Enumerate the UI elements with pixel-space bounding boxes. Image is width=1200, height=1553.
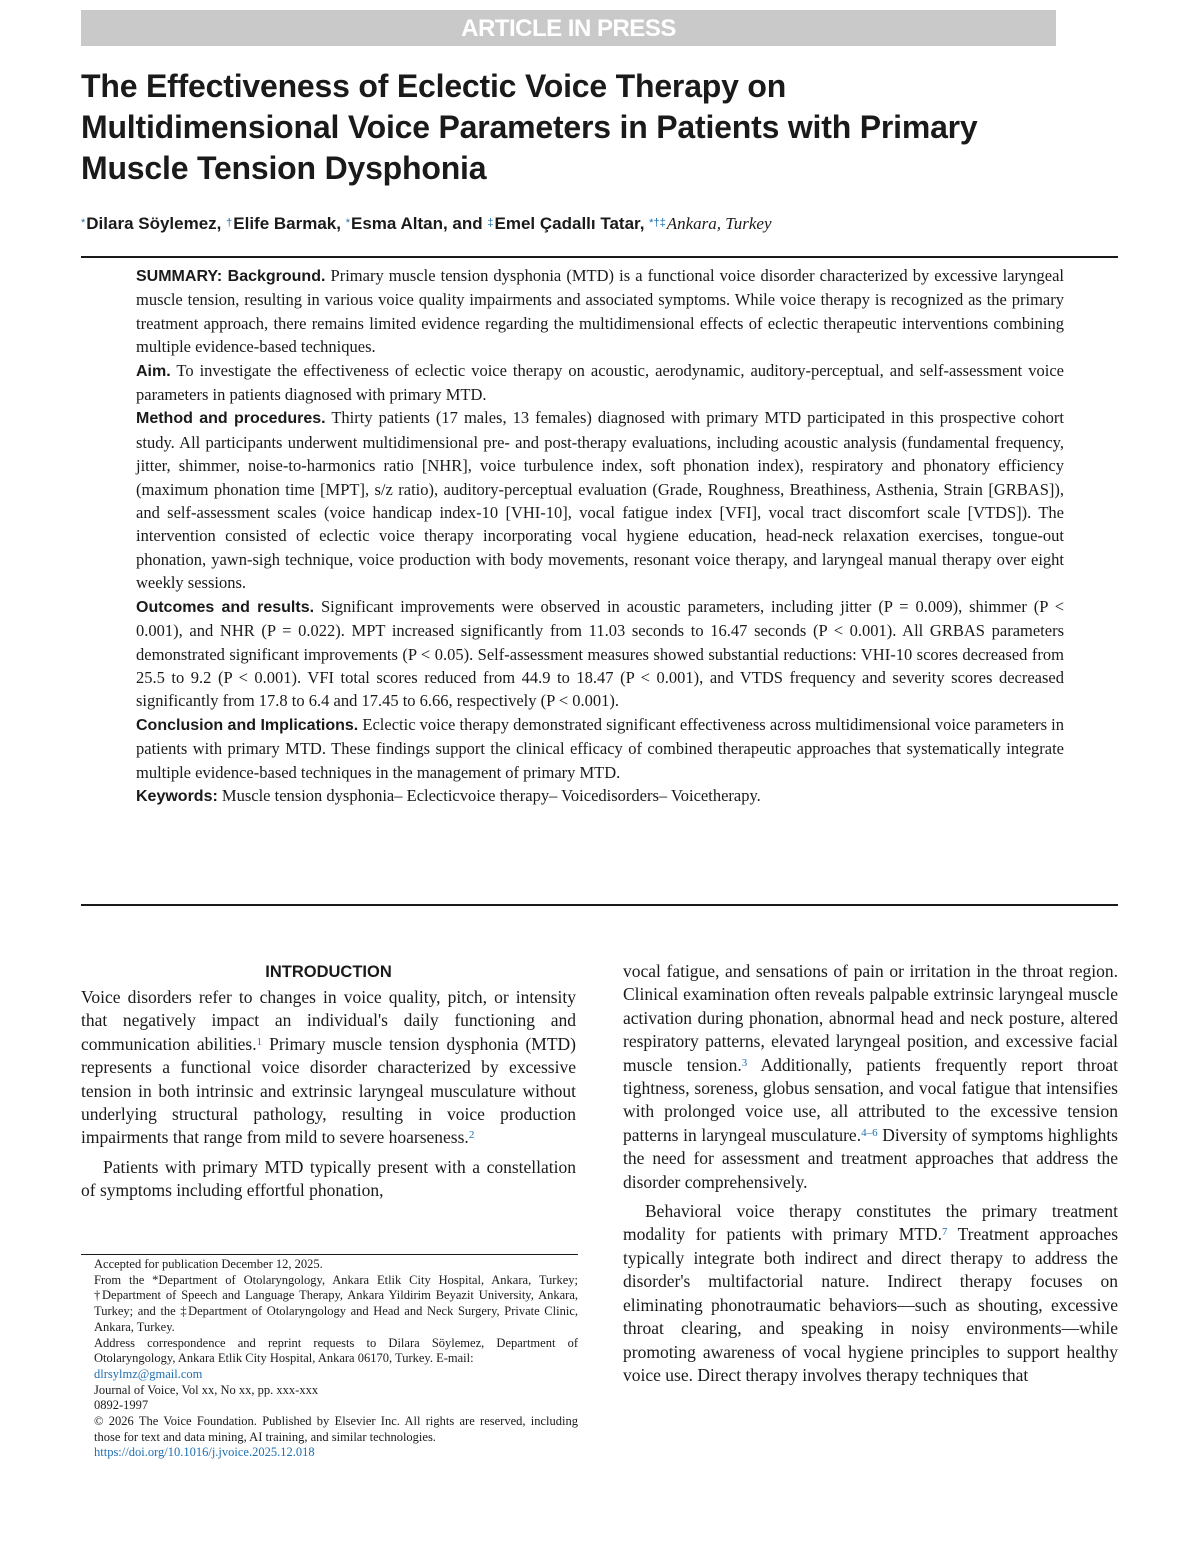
abstract-aim (136, 359, 1064, 407)
author-name: Esma Altan, and (351, 214, 483, 233)
section-heading: INTRODUCTION (265, 963, 392, 981)
affiliation-location: Ankara, Turkey (666, 214, 772, 233)
abstract-text: Eclectic voice therapy demonstrated significant effectiveness across multidimensional voice parameters in patients with primary MTD. These findings support the clinical efficacy of combined therapeutic approaches that systematically integrate multiple evidence-based techniques in the management of primary MTD. (136, 714, 1065, 782)
footnotes (94, 1257, 578, 1461)
abstract-text: Thirty patients (17 males, 13 females) diagnosed with primary MTD participated in this prospective cohort study. All participants underwent multidimensional pre- and post-therapy evaluations, including acoustic analysis (fundamental frequency, jitter, shimmer, noise-to-harmonics ratio [NHR], voice turbulence index, soft phonation index), respiratory and phonatory efficiency (maximum phonation time [MPT], s/z ratio), auditory-perceptual evaluation (Grade, Roughness, Breathiness, Asthenia, Strain [GRBAS]), and self-assessment scales (voice handicap index-10 [VHI-10], vocal fatigue index [VFI], vocal tract discomfort scale [VTDS]). The intervention consisted of eclectic voice therapy incorporating vocal hygiene education, head-neck relaxation exercises, tongue-out phonation, yawn-sigh technique, voice production with body movements, resonant voice therapy, and laryngeal manual therapy over eight weekly sessions. (136, 408, 1065, 593)
citation-link[interactable]: 1 (256, 1035, 263, 1048)
body-text: Additionally, patients frequently report throat tightness, soreness, globus sensation, and vocal fatigue that intensifies with prolonged voice use, all attributed to the excessive tension patterns in laryngeal musculature. (623, 1054, 1118, 1145)
correspondence-note: Address correspondence and reprint requests to Dilara Söylemez, Department of Otolaryngology, Ankara Etlik City Hospital, Ankara 06170, Turkey. E-mail: (94, 1335, 578, 1366)
journal-info: Journal of Voice, Vol xx, No xx, pp. xxx-xxx (94, 1382, 319, 1397)
author-list (81, 210, 1121, 238)
title-line: The Effectiveness of Eclectic Voice Therapy on (81, 68, 787, 104)
abstract-keywords (136, 784, 1064, 808)
abstract-label: Aim. (136, 362, 171, 380)
affiliation-mark: * (81, 217, 86, 229)
title-line: Multidimensional Voice Parameters in Patients with Primary (81, 109, 978, 145)
copyright-note: © 2026 The Voice Foundation. Published by Elsevier Inc. All rights are reserved, including those for text and data mining, AI training, and similar technologies. (94, 1414, 578, 1444)
affiliation-mark: ‡ (487, 217, 494, 229)
doi-link[interactable]: https://doi.org/10.1016/j.jvoice.2025.12.018 (94, 1445, 315, 1460)
body-text: Behavioral voice therapy constitutes the primary treatment modality for patients with primary MTD. (623, 1201, 1118, 1245)
citation-link[interactable]: 7 (941, 1226, 948, 1239)
body-paragraph: Patients with primary MTD typically present with a constellation of symptoms including effortful phonation, (81, 1156, 576, 1201)
abstract-label: Conclusion and Implications. (136, 716, 359, 734)
citation-link[interactable]: 3 (741, 1056, 748, 1069)
body-paragraph (623, 960, 1118, 1194)
left-column (81, 960, 576, 1203)
keywords-label: Keywords: (136, 787, 218, 805)
body-text: Primary muscle tension dysphonia (MTD) represents a functional voice disorder characterized by excessive tension in both intrinsic and extrinsic laryngeal musculature without underlying structural pathology, resulting in voice production impairments that range from mild to severe hoarseness. (81, 1033, 576, 1148)
abstract-text: To investigate the effectiveness of eclectic voice therapy on acoustic, aerodynamic, auditory-perceptual, and self-assessment voice parameters in patients diagnosed with primary MTD. (136, 360, 1065, 405)
abstract-label: Outcomes and results. (136, 598, 315, 616)
abstract (136, 264, 1064, 808)
abstract-conclusion (136, 713, 1064, 784)
title-line: Muscle Tension Dysphonia (81, 150, 487, 186)
issn: 0892-1997 (94, 1398, 149, 1413)
affiliations-note: From the *Department of Otolaryngology, Ankara Etlik City Hospital, Ankara, Turkey; †Department of Speech and Language Therapy, Ankara Yildirim Beyazit University, Ankara, Turkey; and the ‡Department of Otolaryngology and Head and Neck Surgery, Private Clinic, Ankara, Turkey. (94, 1272, 578, 1334)
affiliation-mark: *†‡ (649, 217, 666, 229)
citation-link[interactable]: 2 (468, 1129, 475, 1142)
body-text: Treatment approaches typically integrate both indirect and direct therapy to address the disorder's multifactorial nature. Indirect therapy focuses on eliminating phonotraumatic behaviors—such as shouting, excessive throat clearing, and speaking in noisy environments—while promoting awareness of vocal hygiene principles to support healthy voice use. Direct therapy involves therapy techniques that (623, 1224, 1119, 1385)
footnote-rule (81, 1254, 578, 1255)
affiliation-mark: * (345, 217, 351, 229)
abstract-background (136, 264, 1064, 359)
email-link[interactable]: dlrsylmz@gmail.com (94, 1366, 203, 1381)
citation-link[interactable]: 4–6 (861, 1126, 878, 1139)
body-text: Voice disorders refer to changes in voice quality, pitch, or intensity that negatively impact an individual's daily functioning and communication abilities. (81, 987, 576, 1054)
accepted-date: Accepted for publication December 12, 2025. (94, 1257, 323, 1271)
affiliation-mark: † (226, 217, 233, 229)
body-text: vocal fatigue, and sensations of pain or irritation in the throat region. Clinical examination often reveals palpable extrinsic laryngeal muscle activation during phonation, abnormal head and neck posture, altered respiratory patterns, elevated laryngeal position, and excessive facial muscle tension. (623, 961, 1118, 1075)
right-column (623, 960, 1118, 1387)
author-name: Dilara Söylemez, (86, 214, 222, 233)
article-title (81, 66, 1121, 189)
author-name: Elife Barmak, (233, 214, 341, 233)
keywords-text: Muscle tension dysphonia– Eclecticvoice therapy– Voicedisorders– Voicetherapy. (221, 785, 761, 805)
article-in-press-banner: ARTICLE IN PRESS (81, 10, 1056, 46)
abstract-label: SUMMARY: Background. (136, 268, 326, 285)
abstract-top-rule (81, 256, 1118, 258)
body-text: Diversity of symptoms highlights the need for assessment and treatment approaches that address the disorder comprehensively. (623, 1124, 1118, 1192)
abstract-method (136, 406, 1064, 594)
body-paragraph (81, 986, 576, 1150)
abstract-outcomes (136, 595, 1064, 713)
abstract-label: Method and procedures. (136, 410, 326, 428)
author-name: Emel Çadallı Tatar, (494, 214, 645, 233)
abstract-text: Primary muscle tension dysphonia (MTD) is a functional voice disorder characterized by excessive laryngeal muscle tension, resulting in various voice quality impairments and associated symptoms. While voice therapy is recognized as the primary treatment approach, there remains limited evidence regarding the multidimensional effects of eclectic therapeutic interventions combining multiple evidence-based techniques. (136, 266, 1065, 357)
abstract-text: Significant improvements were observed in acoustic parameters, including jitter (P = 0.009), shimmer (P < 0.001), and NHR (P = 0.022). MPT increased significantly from 11.03 seconds to 16.47 seconds (P < 0.001). All GRBAS parameters demonstrated significant improvements (P < 0.05). Self-assessment measures showed substantial reductions: VHI-10 scores decreased from 25.5 to 9.2 (P < 0.001). VFI total scores reduced from 44.9 to 18.47 (P < 0.001), and VTDS frequency and severity scores decreased significantly from 17.8 to 6.4 and 17.45 to 6.66, respectively (P < 0.001). (136, 596, 1065, 711)
abstract-bottom-rule (81, 904, 1118, 906)
body-paragraph (623, 1200, 1118, 1387)
